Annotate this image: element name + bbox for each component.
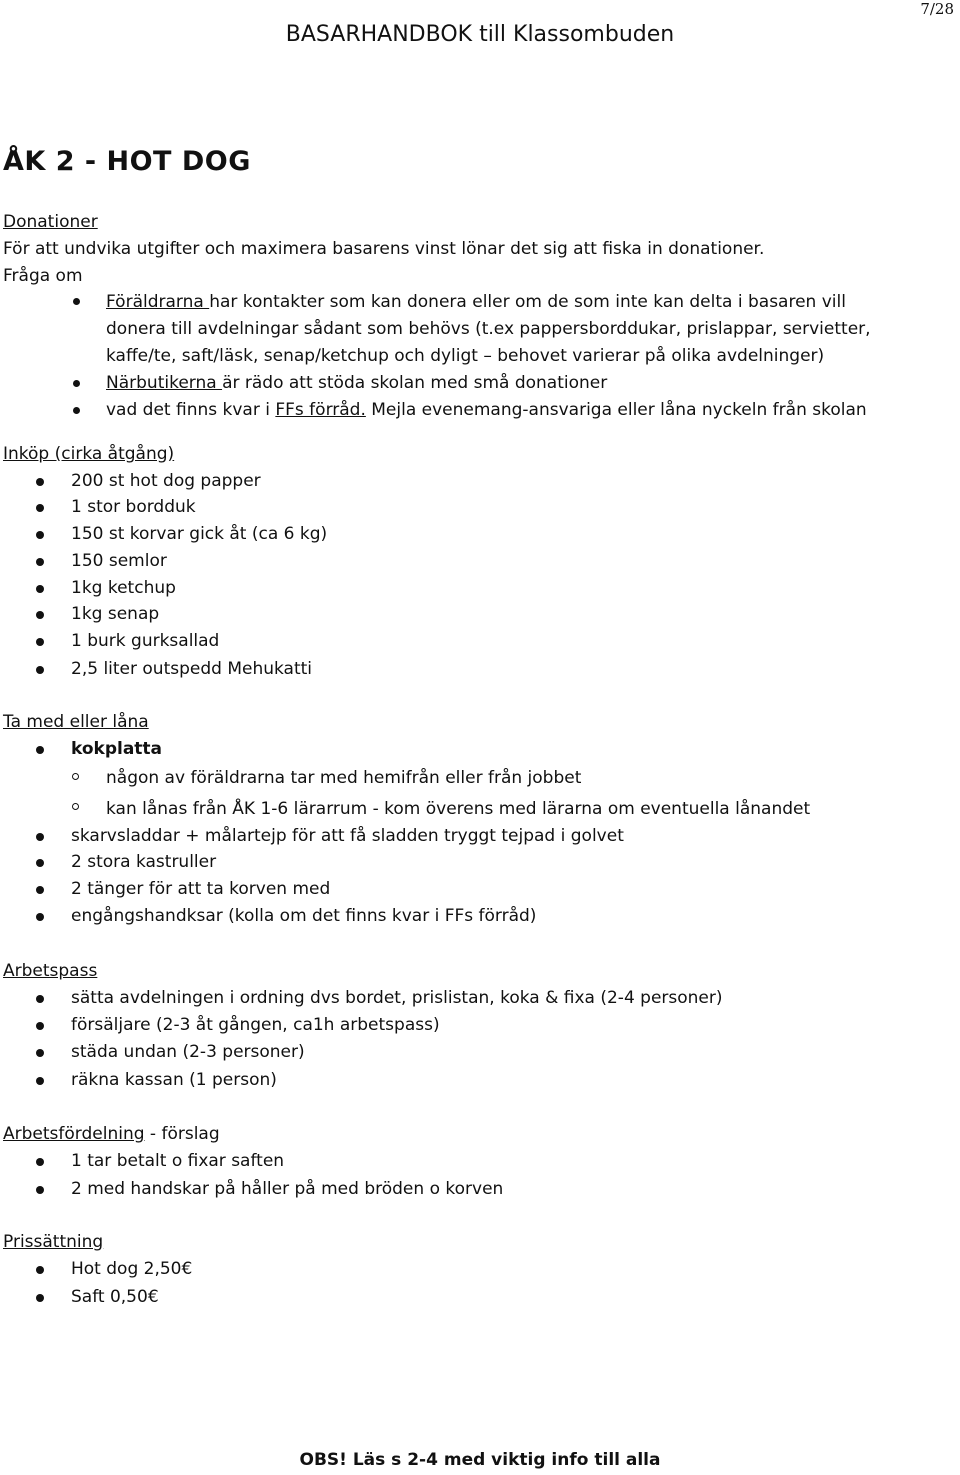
bullet-icon xyxy=(73,407,80,414)
sub-list-item: kan lånas från ÅK 1-6 lärarrum - kom överens med lärarna om eventuella lånandet xyxy=(106,799,811,819)
list-item: 1kg senap xyxy=(71,604,160,624)
bullet-icon xyxy=(36,531,44,539)
list-item: 150 st korvar gick åt (ca 6 kg) xyxy=(71,524,328,544)
list-item: 2 med handskar på håller på med bröden o korven xyxy=(71,1179,504,1199)
list-item xyxy=(106,373,607,393)
list-item: Saft 0,50€ xyxy=(71,1287,159,1307)
list-item: 2 stora kastruller xyxy=(71,852,217,872)
list-item: 200 st hot dog papper xyxy=(71,471,261,491)
ffs-forrad-link: FFs förråd. xyxy=(275,400,366,420)
list-item-text: Mejla evenemang-ansvariga eller låna nyckeln från skolan xyxy=(365,400,867,420)
list-item-text: har kontakter som kan donera eller om de som inte kan delta i basaren vill xyxy=(209,292,846,312)
list-item: försäljare (2-3 åt gången, ca1h arbetspass) xyxy=(71,1015,440,1035)
list-item-continuation: donera till avdelningar sådant som behövs (t.ex pappersborddukar, prislappar, servietter, xyxy=(106,319,871,339)
list-item xyxy=(106,292,846,312)
list-item xyxy=(106,400,867,420)
list-item: 1kg ketchup xyxy=(71,578,176,598)
bullet-icon xyxy=(36,859,44,867)
list-item-text: är rädo att stöda skolan med små donationer xyxy=(222,373,608,393)
section-heading-label: Arbetsfördelning xyxy=(3,1124,145,1144)
list-item: 150 semlor xyxy=(71,551,167,571)
page-number: 7/28 xyxy=(920,0,954,18)
bullet-icon xyxy=(36,1158,44,1166)
bullet-icon xyxy=(36,1266,44,1274)
list-item: engångshandksar (kolla om det finns kvar i FFs förråd) xyxy=(71,906,537,926)
list-item-continuation: kaffe/te, saft/läsk, senap/ketchup och dyligt – behovet varierar på olika avdelninger) xyxy=(106,346,825,366)
section-heading-inkop: Inköp (cirka åtgång) xyxy=(3,444,175,464)
bullet-icon xyxy=(36,638,44,646)
bullet-icon xyxy=(36,1049,44,1057)
list-item: sätta avdelningen i ordning dvs bordet, prislistan, koka & fixa (2-4 personer) xyxy=(71,988,723,1008)
section-heading-donationer: Donationer xyxy=(3,212,98,232)
bullet-icon xyxy=(36,1022,44,1030)
header-title: BASARHANDBOK till Klassombuden xyxy=(285,22,675,47)
list-item: 1 stor bordduk xyxy=(71,497,196,517)
list-item: 1 burk gurksallad xyxy=(71,631,220,651)
donationer-ask: Fråga om xyxy=(3,266,83,286)
section-heading-arbetsfordelning xyxy=(3,1124,220,1144)
sub-list-item: någon av föräldrarna tar med hemifrån eller från jobbet xyxy=(106,768,582,788)
list-item: städa undan (2-3 personer) xyxy=(71,1042,305,1062)
list-item: 2,5 liter outspedd Mehukatti xyxy=(71,659,313,679)
section-heading-suffix: - förslag xyxy=(144,1124,220,1144)
bullet-icon xyxy=(36,995,44,1003)
bullet-icon xyxy=(36,1294,44,1302)
list-item-lead: Närbutikerna xyxy=(106,373,223,393)
bullet-icon xyxy=(36,833,44,841)
section-heading-arbetspass: Arbetspass xyxy=(3,961,98,981)
bullet-icon xyxy=(36,1186,44,1194)
bullet-icon xyxy=(36,1077,44,1085)
bullet-icon xyxy=(73,380,80,387)
bullet-icon xyxy=(36,746,44,754)
bullet-icon xyxy=(36,585,44,593)
bullet-icon xyxy=(36,504,44,512)
bullet-icon xyxy=(36,558,44,566)
bullet-icon xyxy=(36,611,44,619)
bullet-icon xyxy=(73,298,80,305)
bullet-icon xyxy=(36,913,44,921)
list-item: räkna kassan (1 person) xyxy=(71,1070,277,1090)
list-item-text: vad det finns kvar i xyxy=(106,400,276,420)
sub-bullet-icon xyxy=(72,803,79,810)
section-heading-ta-med: Ta med eller låna xyxy=(3,712,149,732)
list-item: skarvsladdar + målartejp för att få sladden tryggt tejpad i golvet xyxy=(71,826,624,846)
list-item-lead: Föräldrarna xyxy=(106,292,210,312)
donationer-intro: För att undvika utgifter och maximera basarens vinst lönar det sig att fiska in donationer. xyxy=(3,239,765,259)
list-item: Hot dog 2,50€ xyxy=(71,1259,193,1279)
list-item: 1 tar betalt o fixar saften xyxy=(71,1151,285,1171)
sub-bullet-icon xyxy=(72,773,79,780)
bullet-icon xyxy=(36,666,44,674)
list-item: kokplatta xyxy=(71,739,163,759)
page-title: ÅK 2 - HOT DOG xyxy=(3,146,251,177)
list-item: 2 tänger för att ta korven med xyxy=(71,879,331,899)
bullet-icon xyxy=(36,478,44,486)
bullet-icon xyxy=(36,886,44,894)
section-heading-prissattning: Prissättning xyxy=(3,1232,104,1252)
footer-note: OBS! Läs s 2-4 med viktig info till alla xyxy=(299,1450,661,1470)
